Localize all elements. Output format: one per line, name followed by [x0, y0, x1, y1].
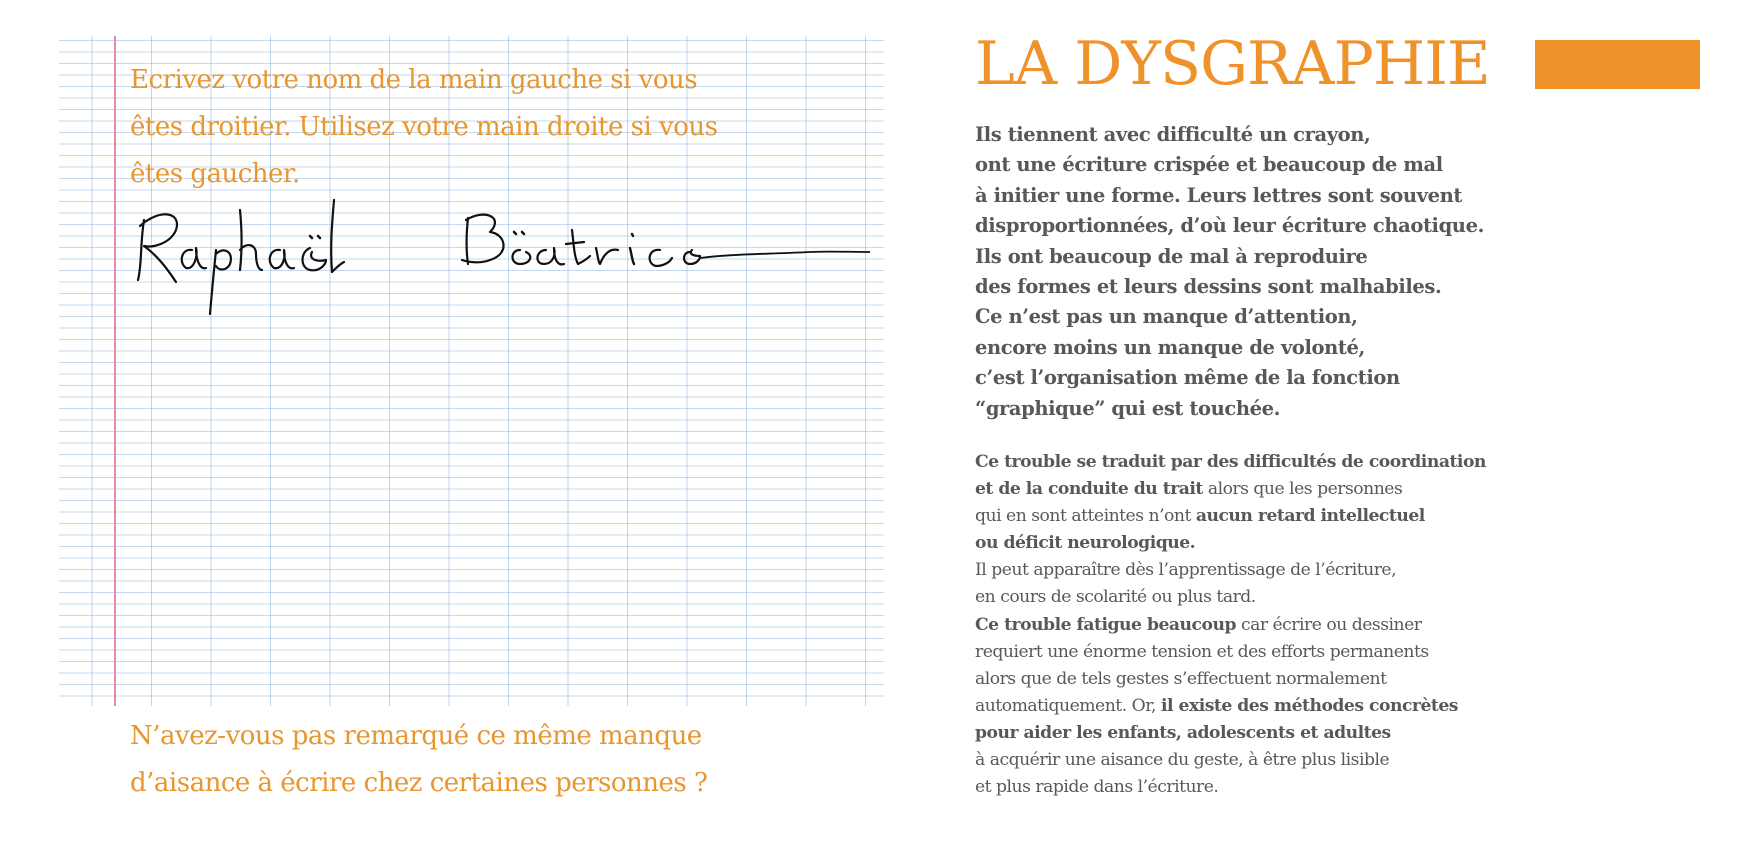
body-text: qui en sont atteintes n’ont [975, 506, 1196, 527]
lead-line: c’est l’organisation même de la fonction [975, 366, 1400, 390]
lead-line: ont une écriture crispée et beaucoup de mal [975, 153, 1443, 177]
body-line [975, 612, 1535, 639]
margin-line [114, 36, 116, 706]
body-line [975, 720, 1535, 747]
lead-line: encore moins un manque de volonté, [975, 335, 1365, 359]
body-text: alors que les personnes [1202, 479, 1403, 500]
lead-line: Ils tiennent avec difficulté un crayon, [975, 123, 1371, 146]
body-line: alors que de tels gestes s’effectuent normalement [975, 668, 1387, 689]
body-line [975, 530, 1535, 557]
body-line [975, 503, 1535, 530]
lead-line: à initier une forme. Leurs lettres sont souvent [975, 183, 1462, 207]
instruction-line: êtes gaucher. [130, 159, 300, 189]
body-bold: et de la conduite du trait [975, 479, 1203, 500]
body-text: automatiquement. Or, [975, 695, 1161, 716]
lead-line: Ils ont beaucoup de mal à reproduire [975, 244, 1368, 268]
body-line: et plus rapide dans l’écriture. [975, 777, 1219, 798]
body-line [975, 449, 1535, 476]
body-line: Il peut apparaître dès l’apprentissage de l’écriture, [975, 560, 1397, 581]
lead-line: “graphique” qui est touchée. [975, 396, 1281, 420]
body-paragraph [975, 449, 1535, 801]
instruction-text [130, 57, 850, 198]
body-line: à acquérir une aisance du geste, à être plus lisible [975, 750, 1390, 771]
body-text: car écrire ou dessiner [1235, 614, 1422, 635]
body-line: en cours de scolarité ou plus tard. [975, 587, 1256, 608]
body-line [975, 476, 1535, 503]
body-bold: aucun retard intellectuel [1195, 506, 1425, 527]
lead-line: Ce n’est pas un manque d’attention, [975, 305, 1358, 329]
question-line: N’avez-vous pas remarqué ce même manque [130, 721, 702, 751]
instruction-line: Ecrivez votre nom de la main gauche si vous [130, 65, 698, 95]
question-text [130, 713, 870, 807]
title-accent-bar [1535, 40, 1700, 89]
signature-beatrice [462, 215, 870, 266]
lead-line: des formes et leurs dessins sont malhabiles. [975, 275, 1442, 299]
body-bold: pour aider les enfants, adolescents et adultes [975, 722, 1391, 743]
handwritten-signatures [130, 190, 870, 350]
body-line: requiert une énorme tension et des efforts permanents [975, 641, 1429, 662]
body-line [975, 693, 1535, 720]
instruction-line: êtes droitier. Utilisez votre main droite si vous [130, 112, 718, 142]
question-line: d’aisance à écrire chez certaines personnes ? [130, 768, 708, 798]
body-bold: il existe des méthodes concrètes [1160, 695, 1458, 716]
lead-paragraph [975, 120, 1535, 424]
page-title: LA DYSGRAPHIE [975, 29, 1490, 99]
body-bold: Ce trouble se traduit par des difficultés de coordination [975, 452, 1486, 472]
body-bold: ou déficit neurologique. [975, 533, 1196, 554]
lead-line: disproportionnées, d’où leur écriture chaotique. [975, 214, 1484, 238]
body-bold: Ce trouble fatigue beaucoup [975, 614, 1236, 635]
signature-raphael [138, 200, 344, 314]
